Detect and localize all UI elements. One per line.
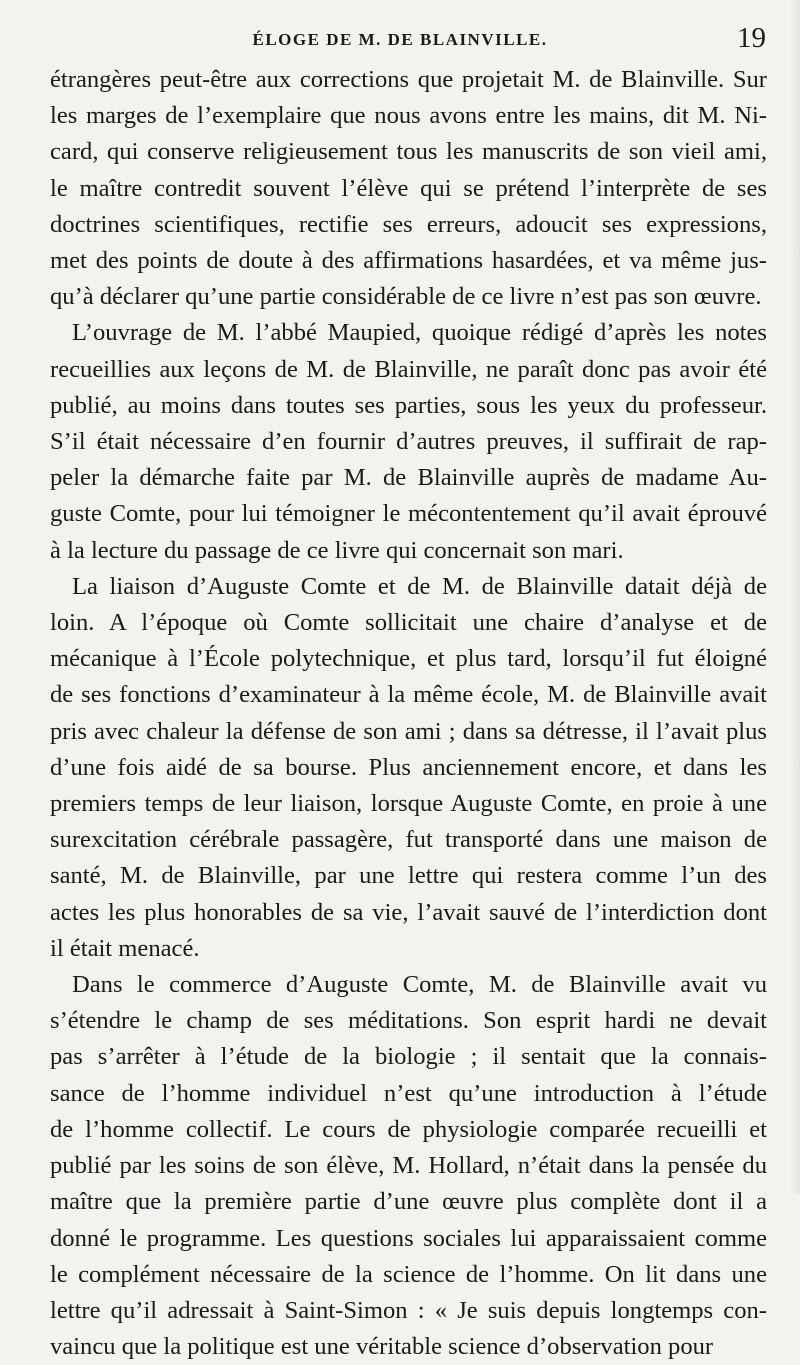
text-line: met des points de doute à des affirmations hasardées, et va même jus- <box>50 247 767 275</box>
running-title: ÉLOGE DE M. DE BLAINVILLE. <box>252 30 548 49</box>
text-line: loin. A l’époque où Comte sollicitait une chaire d’analyse et de <box>50 609 767 637</box>
text-line: publié, au moins dans toutes ses parties, sous les yeux du professeur. <box>50 391 767 419</box>
text-line: L’ouvrage de M. l’abbé Maupied, quoique rédigé d’après les notes <box>72 319 767 347</box>
body-text <box>50 62 767 1365</box>
text-line: le complément nécessaire de la science de l’homme. On lit dans une <box>50 1260 767 1288</box>
text-line: publié par les soins de son élève, M. Hollard, n’était dans la pensée du <box>50 1152 767 1180</box>
text-line: santé, M. de Blainville, par une lettre qui restera comme l’un des <box>50 862 767 890</box>
text-line: maître que la première partie d’une œuvre plus complète dont il a <box>50 1188 767 1216</box>
text-line: à la lecture du passage de ce livre qui concernait son mari. <box>50 536 624 564</box>
text-line: doctrines scientifiques, rectifie ses erreurs, adoucit ses expressions, <box>50 210 767 238</box>
text-line: peler la démarche faite par M. de Blainville auprès de madame Au- <box>50 464 767 492</box>
text-line: vaincu que la politique est une véritable science d’observation pour <box>50 1333 714 1361</box>
text-line: le maître contredit souvent l’élève qui se prétend l’interprète de ses <box>50 174 767 202</box>
text-line: recueillies aux leçons de M. de Blainville, ne paraît donc pas avoir été <box>50 355 767 383</box>
text-line: lettre qu’il adressait à Saint-Simon : « Je suis depuis longtemps con- <box>50 1296 767 1324</box>
page-header <box>0 20 800 64</box>
text-line: pas s’arrêter à l’étude de la biologie ; il sentait que la connais- <box>50 1043 767 1071</box>
text-line: étrangères peut-être aux corrections que projetait M. de Blainville. Sur <box>50 66 767 93</box>
text-line: pris avec chaleur la défense de son ami ; dans sa détresse, il l’avait plus <box>50 717 767 745</box>
text-line: donné le programme. Les questions sociales lui apparaissaient comme <box>50 1224 767 1252</box>
text-line: mécanique à l’École polytechnique, et plus tard, lorsqu’il fut éloigné <box>50 645 767 673</box>
text-line: Dans le commerce d’Auguste Comte, M. de Blainville avait vu <box>72 971 767 999</box>
text-line: surexcitation cérébrale passagère, fut transporté dans une maison de <box>50 826 767 854</box>
paragraph <box>50 569 767 967</box>
text-line: de ses fonctions d’examinateur à la même école, M. de Blainville avait <box>50 681 767 709</box>
text-line: premiers temps de leur liaison, lorsque Auguste Comte, en proie à une <box>50 790 767 818</box>
text-line: de l’homme collectif. Le cours de physiologie comparée recueilli et <box>50 1115 767 1143</box>
paragraph <box>50 315 767 568</box>
text-line: qu’à déclarer qu’une partie considérable de ce livre n’est pas son œuvre. <box>50 283 762 311</box>
paragraph <box>50 62 767 315</box>
text-line: sance de l’homme individuel n’est qu’une introduction à l’étude <box>50 1079 767 1107</box>
text-line: La liaison d’Auguste Comte et de M. de Blainville datait déjà de <box>72 572 767 600</box>
text-line: S’il était nécessaire d’en fournir d’autres preuves, il suffirait de rap- <box>50 428 767 456</box>
text-line: d’une fois aidé de sa bourse. Plus anciennement encore, et dans les <box>50 753 767 781</box>
text-line: s’étendre le champ de ses méditations. Son esprit hardi ne devait <box>50 1007 767 1035</box>
text-line: card, qui conserve religieusement tous les manuscrits de son vieil ami, <box>50 138 767 166</box>
text-line: les marges de l’exemplaire que nous avons entre les mains, dit M. Ni- <box>50 102 767 130</box>
page-number: 19 <box>737 22 766 54</box>
text-line: il était menacé. <box>50 934 200 962</box>
page-edge-shadow <box>790 0 800 1194</box>
paragraph <box>50 967 767 1365</box>
text-line: guste Comte, pour lui témoigner le mécontentement qu’il avait éprouvé <box>50 500 767 528</box>
text-line: actes les plus honorables de sa vie, l’avait sauvé de l’interdiction dont <box>50 898 767 926</box>
